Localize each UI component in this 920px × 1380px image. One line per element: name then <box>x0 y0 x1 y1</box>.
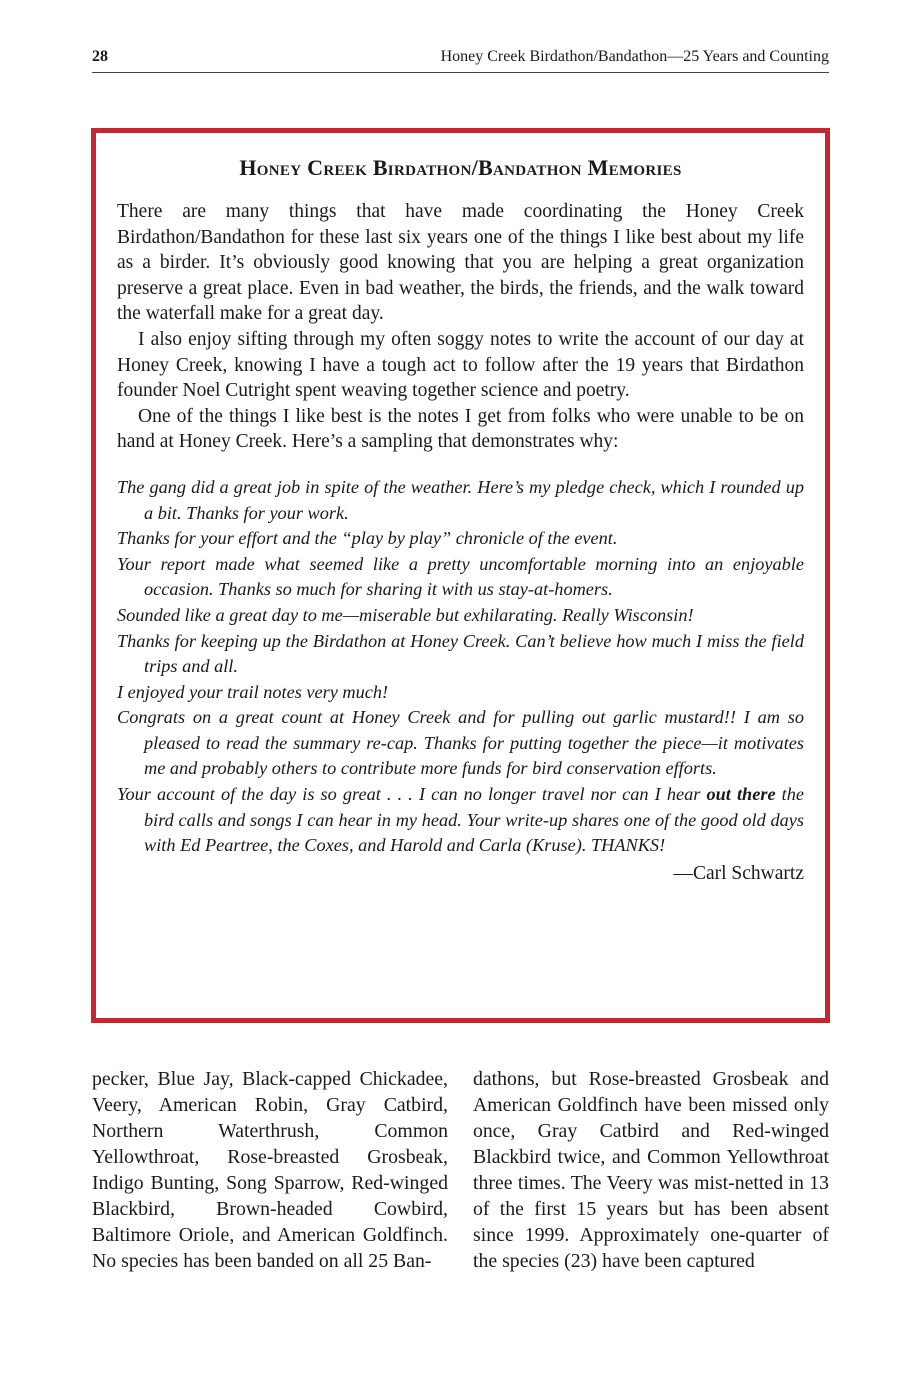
sidebar-paragraph: I also enjoy sifting through my often soggy notes to write the account of our day at Honey Creek, knowing I have a tough act to follow after the 19 years that Birdathon founder Noel Cutright spent weaving together science and poetry. <box>117 328 804 402</box>
reader-note-text: the bird calls and songs I can hear in my head. Your write-up shares one of the good old days with Ed Peartree, the Coxes, and Harold and Carla (Kruse). THANKS! <box>144 784 805 856</box>
page-number: 28 <box>92 48 108 65</box>
running-title: Honey Creek Birdathon/Bandathon—25 Years and Counting <box>440 48 829 65</box>
reader-note: The gang did a great job in spite of the weather. Here’s my pledge check, which I rounded up a bit. Thanks for your work. <box>117 476 804 523</box>
reader-note: Congrats on a great count at Honey Creek and for pulling out garlic mustard!! I am so pleased to read the summary re-cap. Thanks for putting together the piece—it motivates me and probably others to contribute more funds for bird conservation efforts. <box>117 707 804 779</box>
reader-note: I enjoyed your trail notes very much! <box>117 681 389 702</box>
reader-note: Your report made what seemed like a pretty uncomfortable morning into an enjoyable occasion. Thanks so much for sharing it with us stay-at-homers. <box>117 553 804 600</box>
sidebar-paragraph: One of the things I like best is the notes I get from folks who were unable to be on hand at Honey Creek. Here’s a sampling that demonstrates why: <box>117 405 804 453</box>
reader-notes-list <box>117 475 804 859</box>
memories-sidebar-box <box>91 128 830 1023</box>
signature: —Carl Schwartz <box>673 862 804 884</box>
sidebar-title: Honey Creek Birdathon/Bandathon Memories <box>239 155 682 180</box>
reader-note: Thanks for your effort and the “play by play” chronicle of the event. <box>117 528 618 549</box>
header-rule <box>92 72 829 73</box>
running-header <box>92 48 829 72</box>
body-column-left: pecker, Blue Jay, Black-capped Chickadee, Veery, American Robin, Gray Catbird, Northern Waterthrush, Common Yellowthroat, Rose-breasted Grosbeak, Indigo Bunting, Song Sparrow, Red-winged Blackbird, Brown-headed Cowbird, Baltimore Oriole, and American Goldfinch. No species has been banded on all 25 Ban- <box>92 1068 448 1272</box>
reader-note-emphasis: out there <box>706 784 776 805</box>
reader-note-last <box>117 782 804 859</box>
sidebar-content <box>117 149 804 886</box>
body-column-right: dathons, but Rose-breasted Grosbeak and American Goldfinch have been missed only once, Gray Catbird and Red-winged Blackbird twice, and Common Yellowthroat three times. The Veery was mist-netted in 13 of the first 15 years but has been absent since 1999. Approximately one-quarter of the species (23) have been captured <box>473 1068 829 1272</box>
reader-note: Thanks for keeping up the Birdathon at Honey Creek. Can’t believe how much I miss the field trips and all. <box>117 630 804 677</box>
sidebar-paragraph: There are many things that have made coordinating the Honey Creek Birdathon/Bandathon for these last six years one of the things I like best about my life as a birder. It’s obviously good knowing that you are helping a great organization preserve a great place. Even in bad weather, the birds, the friends, and the walk toward the waterfall make for a great day. <box>117 201 804 325</box>
reader-note: Sounded like a great day to me—miserable but exhilarating. Really Wisconsin! <box>117 604 694 625</box>
reader-note-text: Your account of the day is so great . . . I can no longer travel nor can I hear <box>117 784 707 805</box>
